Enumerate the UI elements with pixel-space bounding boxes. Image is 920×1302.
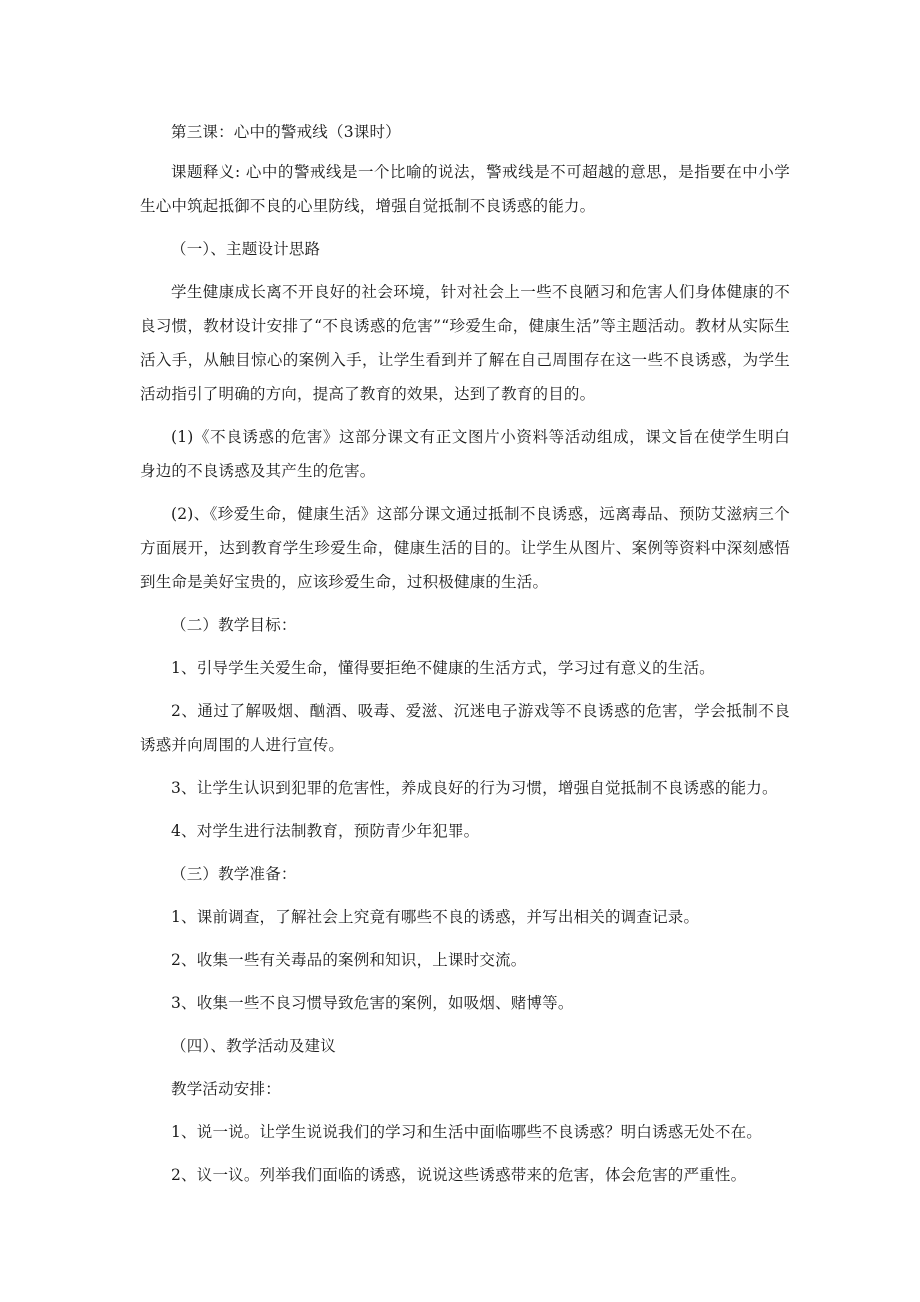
preparation-item: 1、课前调查，了解社会上究竟有哪些不良的诱惑，并写出相关的调查记录。 [171,908,700,926]
design-paragraph: (2)、《珍爱生命，健康生活》这部分课文通过抵制不良诱惑，远离毒品、预防艾滋病三个方面展开，达到教育学生珍爱生命，健康生活的目的。让学生从图片、案例等资料中深刻感悟到生命是美好宝贵的，应该珍爱生命，过积极健康的生活。 [140,505,790,591]
goal-item: 4、对学生进行法制教育，预防青少年犯罪。 [171,822,480,840]
activity-item: 2、议一议。列举我们面临的诱惑，说说这些诱惑带来的危害，体会危害的严重性。 [171,1166,747,1184]
lesson-title: 第三课：心中的警戒线（3课时） [171,123,401,141]
design-paragraph: (1)《不良诱惑的危害》这部分课文有正文图片小资料等活动组成，课文旨在使学生明白身边的不良诱惑及其产生的危害。 [140,428,790,480]
preparation-item: 3、收集一些不良习惯导致危害的案例，如吸烟、赌博等。 [171,994,574,1012]
activity-item: 1、说一说。让学生说说我们的学习和生活中面临哪些不良诱惑？明白诱惑无处不在。 [171,1123,762,1141]
section-heading-activities: （四）、教学活动及建议 [171,1037,336,1055]
section-heading-goals: （二）教学目标： [171,616,297,634]
goal-item: 2、通过了解吸烟、酗酒、吸毒、爱滋、沉迷电子游戏等不良诱惑的危害，学会抵制不良诱惑并向周围的人进行宣传。 [140,702,790,754]
document-body [140,115,790,1192]
section-heading-preparation: （三）教学准备： [171,865,297,883]
goal-item: 3、让学生认识到犯罪的危害性，养成良好的行为习惯，增强自觉抵制不良诱惑的能力。 [171,779,778,797]
activities-subheading: 教学活动安排： [171,1080,281,1098]
section-heading-design: （一）、主题设计思路 [171,240,321,258]
goal-item: 1、引导学生关爱生命，懂得要拒绝不健康的生活方式，学习过有意义的生活。 [171,659,715,677]
topic-explanation: 课题释义: 心中的警戒线是一个比喻的说法，警戒线是不可超越的意思，是指要在中小学生心中筑起抵御不良的心里防线，增强自觉抵制不良诱惑的能力。 [140,163,790,215]
preparation-item: 2、收集一些有关毒品的案例和知识，上课时交流。 [171,951,527,969]
design-paragraph: 学生健康成长离不开良好的社会环境，针对社会上一些不良陋习和危害人们身体健康的不良习惯，教材设计安排了“不良诱惑的危害”“珍爱生命，健康生活”等主题活动。教材从实际生活入手，从触目惊心的案例入手，让学生看到并了解在自己周围存在这一些不良诱惑，为学生活动指引了明确的方向，提高了教育的效果，达到了教育的目的。 [140,283,790,403]
